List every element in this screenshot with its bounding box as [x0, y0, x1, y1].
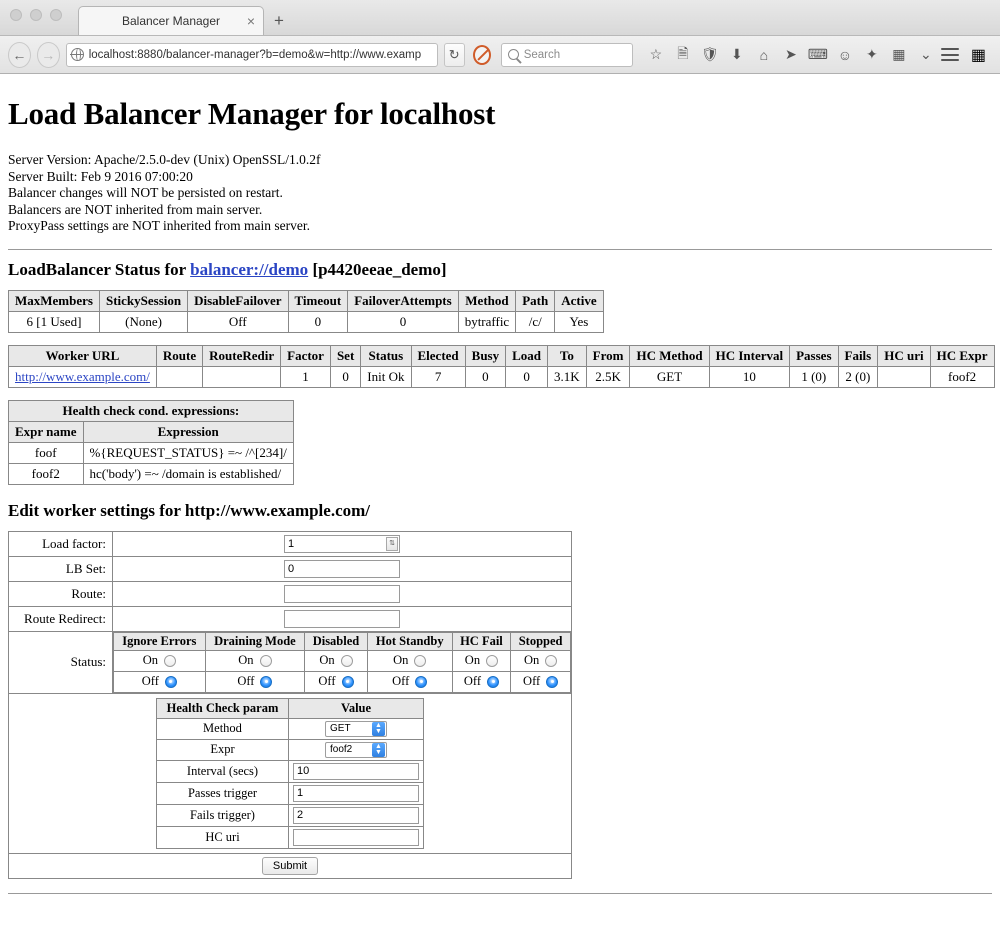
hc-fail-off-cell: [452, 671, 511, 692]
th-stickysession: StickySession: [99, 290, 187, 311]
form-row-lb-set: [9, 556, 572, 581]
th-hc-expr: HC Expr: [930, 345, 994, 366]
table-row: [9, 442, 294, 463]
th-busy: Busy: [465, 345, 505, 366]
window-controls[interactable]: [10, 9, 62, 21]
close-icon[interactable]: ×: [246, 13, 255, 29]
load-factor-cell: [113, 531, 572, 556]
table-row: [157, 782, 424, 804]
th-factor: Factor: [281, 345, 331, 366]
ignore-errors-off-radio[interactable]: [165, 676, 177, 688]
new-tab-button[interactable]: +: [274, 10, 284, 30]
td-hc-expr: foof2: [930, 366, 994, 387]
th-draining-mode: Draining Mode: [205, 632, 304, 650]
hc-method-label: Method: [157, 718, 289, 739]
persist-note: Balancer changes will NOT be persisted on restart.: [8, 185, 283, 201]
spinner-up-down-icon[interactable]: ⇅: [386, 537, 398, 551]
th-disablefailover: DisableFailover: [188, 290, 288, 311]
form-row-route: [9, 581, 572, 606]
chevron-updown-icon: ▲ ▼: [372, 722, 385, 736]
load-factor-label: Load factor:: [9, 531, 113, 556]
td-method: bytraffic: [458, 311, 516, 332]
page-content: [0, 96, 1000, 949]
hot-standby-off-label: Off: [392, 674, 410, 689]
send-icon[interactable]: ➤: [784, 46, 797, 62]
hc-expr-select[interactable]: [325, 742, 387, 758]
hc-uri-value-cell: [289, 826, 424, 848]
td-expr-name-foof2: foof2: [9, 463, 84, 484]
stopped-on-label: On: [523, 653, 540, 668]
route-redirect-cell: [113, 606, 572, 631]
table-row: [157, 804, 424, 826]
extension-icon[interactable]: ✦: [865, 46, 878, 62]
th-to: To: [548, 345, 587, 366]
th-elected: Elected: [411, 345, 465, 366]
hc-fail-on-radio[interactable]: [486, 655, 498, 667]
hot-standby-off-cell: [367, 671, 452, 692]
td-active: Yes: [555, 311, 603, 332]
table-row: [157, 826, 424, 848]
search-placeholder: Search: [523, 48, 561, 61]
table-header-row: [9, 421, 294, 442]
balancer-status-table: [8, 290, 604, 333]
td-route: [156, 366, 202, 387]
hc-passes-label: Passes trigger: [157, 782, 289, 804]
th-worker-url: Worker URL: [9, 345, 157, 366]
td-from: 2.5K: [586, 366, 630, 387]
worker-settings-form: [8, 531, 572, 879]
reload-button[interactable]: ↻: [444, 43, 465, 67]
bookmark-star-icon[interactable]: ☆: [649, 46, 663, 62]
th-method: Method: [458, 290, 516, 311]
status-cell: [113, 631, 572, 693]
browser-titlebar: [0, 0, 1000, 36]
tab-balancer-manager[interactable]: [78, 6, 264, 35]
back-button[interactable]: ←: [8, 42, 31, 68]
stopped-off-radio[interactable]: [546, 676, 558, 688]
balancer-link[interactable]: balancer://demo: [190, 259, 309, 279]
td-fails: 2 (0): [838, 366, 878, 387]
shield-icon[interactable]: 🛡: [700, 46, 719, 62]
stopped-off-label: Off: [523, 674, 541, 689]
td-to: 3.1K: [548, 366, 587, 387]
route-redirect-input[interactable]: [284, 610, 400, 628]
apps-grid-icon[interactable]: ▦: [970, 46, 986, 64]
draining-mode-off-label: Off: [237, 674, 255, 689]
lb-set-input[interactable]: [284, 560, 400, 578]
hc-fails-value-cell: [289, 804, 424, 826]
hot-standby-on-radio[interactable]: [414, 655, 426, 667]
battery-icon[interactable]: ▦: [892, 46, 906, 62]
th-maxmembers: MaxMembers: [9, 290, 100, 311]
hc-expr-value-cell: [289, 739, 424, 760]
load-factor-stepper[interactable]: [284, 535, 400, 553]
route-cell: [113, 581, 572, 606]
inherit-note: Balancers are NOT inherited from main server.: [8, 201, 263, 217]
hot-standby-on-cell: [367, 650, 452, 671]
td-expression-foof2: hc('body') =~ /domain is established/: [83, 463, 293, 484]
hc-fail-on-label: On: [464, 653, 481, 668]
td-stickysession: (None): [99, 311, 187, 332]
ignore-errors-on-cell: [114, 650, 206, 671]
td-passes: 1 (0): [790, 366, 838, 387]
hc-interval-label: Interval (secs): [157, 760, 289, 782]
noscript-block-icon[interactable]: [473, 45, 491, 65]
th-routeredir: RouteRedir: [203, 345, 281, 366]
address-bar[interactable]: [66, 43, 438, 67]
th-ignore-errors: Ignore Errors: [114, 632, 206, 650]
hc-passes-input[interactable]: [293, 785, 419, 802]
table-header-row: [9, 290, 604, 311]
route-redirect-label: Route Redirect:: [9, 606, 113, 631]
th-load: Load: [506, 345, 548, 366]
worker-table: [8, 345, 995, 388]
form-row-submit: [9, 853, 572, 878]
search-icon: [508, 49, 519, 60]
health-check-param-table: [156, 698, 424, 849]
hc-passes-value-cell: [289, 782, 424, 804]
td-worker-url: [9, 366, 157, 387]
close-window-button[interactable]: [10, 9, 22, 21]
page-title: Load Balancer Manager for localhost: [8, 96, 496, 131]
td-path: /c/: [516, 311, 555, 332]
td-routeredir: [203, 366, 281, 387]
pocket-icon[interactable]: ⌨: [807, 46, 828, 62]
td-timeout: 0: [288, 311, 348, 332]
server-info: [8, 152, 992, 235]
health-check-expressions-table: [8, 400, 294, 485]
td-status: Init Ok: [361, 366, 411, 387]
maximize-window-button[interactable]: [50, 9, 62, 21]
hc-interval-input[interactable]: [293, 763, 419, 780]
browser-chrome: [0, 0, 1000, 74]
forward-button[interactable]: →: [37, 42, 60, 68]
th-active: Active: [555, 290, 603, 311]
globe-icon: [71, 48, 84, 61]
table-row: [157, 718, 424, 739]
th-hot-standby: Hot Standby: [367, 632, 452, 650]
td-busy: 0: [465, 366, 505, 387]
form-row-route-redirect: [9, 606, 572, 631]
td-set: 0: [330, 366, 360, 387]
th-disabled: Disabled: [305, 632, 368, 650]
table-header-row: [9, 345, 995, 366]
td-disablefailover: Off: [188, 311, 288, 332]
th-fails: Fails: [838, 345, 878, 366]
hc-uri-input[interactable]: [293, 829, 419, 846]
table-header-row: [114, 632, 571, 650]
hc-expr-caption: Health check cond. expressions:: [9, 400, 294, 421]
th-stopped: Stopped: [511, 632, 571, 650]
td-load: 0: [506, 366, 548, 387]
disabled-off-cell: [305, 671, 368, 692]
hc-expr-selected-value: foof2: [330, 744, 353, 756]
load-factor-input[interactable]: [284, 535, 400, 553]
reader-icon[interactable]: 🗎: [677, 44, 689, 61]
hc-method-select[interactable]: [325, 721, 387, 737]
balancer-status-heading: [8, 260, 992, 280]
hc-fail-off-radio[interactable]: [487, 676, 499, 688]
disabled-on-cell: [305, 650, 368, 671]
th-expression: Expression: [83, 421, 293, 442]
table-row-on: [114, 650, 571, 671]
route-label: Route:: [9, 581, 113, 606]
th-path: Path: [516, 290, 555, 311]
hc-method-value-cell: [289, 718, 424, 739]
th-hc-method: HC Method: [630, 345, 709, 366]
draining-mode-on-label: On: [238, 653, 254, 668]
divider-top: [8, 249, 992, 250]
td-maxmembers: 6 [1 Used]: [9, 311, 100, 332]
search-box[interactable]: [501, 43, 633, 67]
lb-set-label: LB Set:: [9, 556, 113, 581]
th-hc-value: Value: [289, 698, 424, 718]
hot-standby-on-label: On: [393, 653, 409, 668]
draining-mode-off-cell: [205, 671, 304, 692]
hot-standby-off-radio[interactable]: [415, 676, 427, 688]
td-hc-interval: 10: [709, 366, 790, 387]
hc-interval-value-cell: [289, 760, 424, 782]
hc-fails-input[interactable]: [293, 807, 419, 824]
stopped-off-cell: [511, 671, 571, 692]
table-row: [9, 366, 995, 387]
server-version: Server Version: Apache/2.5.0-dev (Unix) OpenSSL/1.0.2f: [8, 152, 321, 167]
th-hc-fail: HC Fail: [452, 632, 511, 650]
download-icon[interactable]: ⬇: [730, 46, 743, 62]
submit-cell: [9, 853, 572, 878]
disabled-on-radio[interactable]: [341, 655, 353, 667]
th-status: Status: [361, 345, 411, 366]
table-row: [157, 760, 424, 782]
table-header-row: [9, 400, 294, 421]
tab-label: Balancer Manager: [121, 14, 221, 28]
route-input[interactable]: [284, 585, 400, 603]
table-row: [9, 463, 294, 484]
th-hc-interval: HC Interval: [709, 345, 790, 366]
ignore-errors-off-label: Off: [141, 674, 159, 689]
ignore-errors-on-label: On: [142, 653, 158, 668]
worker-url-link[interactable]: http://www.example.com/: [15, 368, 150, 384]
td-failoverattempts: 0: [348, 311, 458, 332]
stopped-on-radio[interactable]: [545, 655, 557, 667]
table-row: [9, 311, 604, 332]
minimize-window-button[interactable]: [30, 9, 42, 21]
url-text: localhost:8880/balancer-manager?b=demo&w=http://www.examp: [88, 48, 422, 61]
td-expression-foof: %{REQUEST_STATUS} =~ /^[234]/: [83, 442, 293, 463]
disabled-off-label: Off: [318, 674, 336, 689]
form-row-load-factor: [9, 531, 572, 556]
home-icon[interactable]: ⌂: [759, 46, 769, 63]
hc-method-selected-value: GET: [330, 723, 351, 735]
table-row: [157, 739, 424, 760]
th-passes: Passes: [790, 345, 838, 366]
ignore-errors-on-radio[interactable]: [164, 655, 176, 667]
proxypass-note: ProxyPass settings are NOT inherited from main server.: [8, 218, 310, 234]
hc-uri-label: HC uri: [157, 826, 289, 848]
ignore-errors-off-cell: [114, 671, 206, 692]
hc-fails-label: Fails trigger): [157, 804, 289, 826]
th-expr-name: Expr name: [9, 421, 84, 442]
td-expr-name-foof: foof: [9, 442, 84, 463]
lb-set-cell: [113, 556, 572, 581]
submit-button[interactable]: Submit: [262, 857, 318, 875]
td-factor: 1: [281, 366, 331, 387]
th-set: Set: [330, 345, 360, 366]
draining-mode-on-cell: [205, 650, 304, 671]
th-hc-uri: HC uri: [878, 345, 930, 366]
th-route: Route: [156, 345, 202, 366]
td-hc-method: GET: [630, 366, 709, 387]
status-toggle-table: [113, 632, 571, 693]
balancer-heading-suffix: [p4420eeae_demo]: [308, 259, 447, 279]
table-header-row: [157, 698, 424, 718]
td-elected: 7: [411, 366, 465, 387]
menu-area: [941, 45, 992, 65]
draining-mode-on-radio[interactable]: [260, 655, 272, 667]
chevron-updown-icon: ▲ ▼: [372, 743, 385, 757]
th-timeout: Timeout: [288, 290, 348, 311]
hc-fail-off-label: Off: [463, 674, 482, 689]
table-row-off: [114, 671, 571, 692]
toolbar-icons: [647, 46, 935, 64]
menu-icon[interactable]: [941, 48, 959, 61]
th-hc-param: Health Check param: [157, 698, 289, 718]
tab-strip: [78, 0, 294, 35]
stopped-on-cell: [511, 650, 571, 671]
browser-navbar: [0, 36, 1000, 74]
form-row-status: [9, 631, 572, 693]
hc-expr-label: Expr: [157, 739, 289, 760]
chevron-down-icon[interactable]: ⌄: [919, 46, 932, 62]
hc-fail-on-cell: [452, 650, 511, 671]
disabled-on-label: On: [319, 653, 335, 668]
health-check-cell: [9, 693, 572, 853]
td-hc-uri: [878, 366, 930, 387]
smiley-icon[interactable]: ☺: [837, 46, 852, 63]
th-failoverattempts: FailoverAttempts: [348, 290, 458, 311]
draining-mode-off-radio[interactable]: [260, 676, 272, 688]
form-row-health-check: [9, 693, 572, 853]
th-from: From: [586, 345, 630, 366]
balancer-heading-prefix: LoadBalancer Status for: [8, 259, 191, 279]
edit-worker-heading: Edit worker settings for http://www.example.com/: [8, 500, 371, 520]
status-label: Status:: [9, 631, 113, 693]
server-built: Server Built: Feb 9 2016 07:00:20: [8, 168, 193, 184]
divider-bottom: [8, 893, 992, 894]
disabled-off-radio[interactable]: [342, 676, 354, 688]
